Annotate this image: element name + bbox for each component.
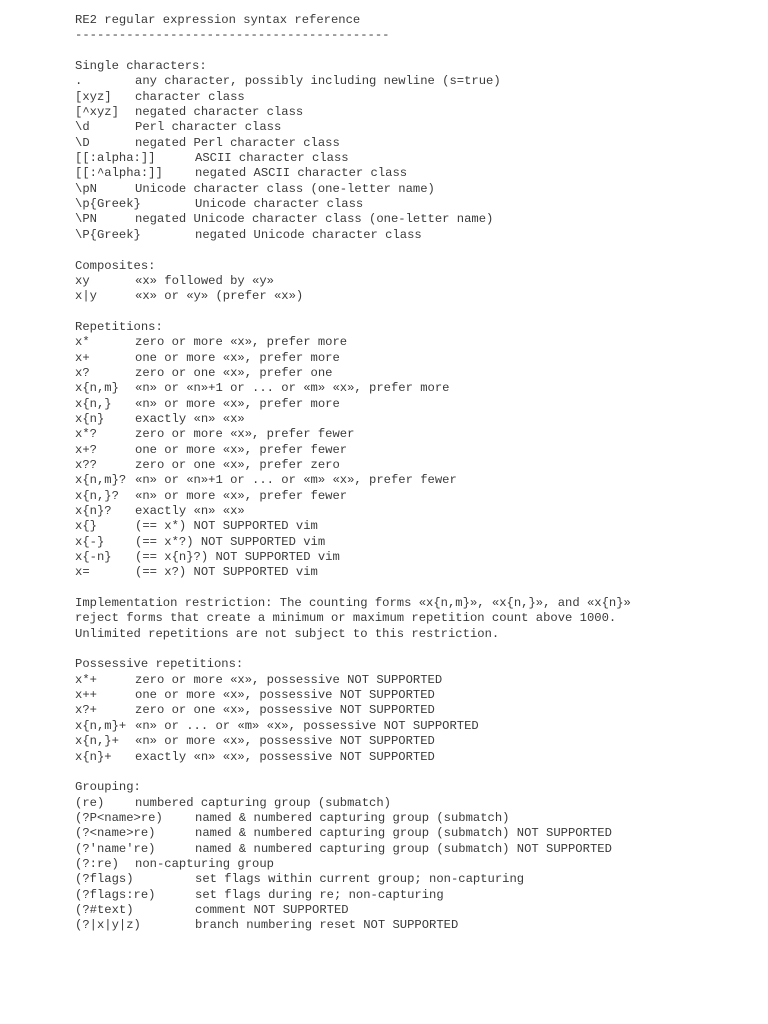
syntax-description: zero or one «x», possessive NOT SUPPORTED [135,703,435,718]
title-underline: ------------------------------------------- [75,28,390,43]
syntax-description: (== x*?) NOT SUPPORTED vim [135,534,326,549]
syntax-description: zero or one «x», prefer zero [135,457,340,472]
syntax-row [75,458,755,473]
syntax-row [75,381,755,396]
composites-rows [75,274,755,305]
single-rows [75,74,755,243]
syntax-token: [[:^alpha:]] [75,166,163,181]
restriction-line-3: Unlimited repetitions are not subject to this restriction. [75,626,500,641]
syntax-row [75,918,755,933]
syntax-token: x{n,}? [75,488,119,503]
syntax-description: comment NOT SUPPORTED [195,902,349,917]
syntax-description: «n» or more «x», prefer fewer [135,488,348,503]
syntax-token: x*+ [75,672,97,687]
syntax-description: one or more «x», prefer fewer [135,442,348,457]
syntax-token: \P{Greek} [75,227,141,242]
syntax-row [75,719,755,734]
syntax-description: set flags during re; non-capturing [195,887,444,902]
syntax-row [75,826,755,841]
syntax-token: (?<name>re) [75,826,156,841]
syntax-row [75,734,755,749]
syntax-description: (== x{n}?) NOT SUPPORTED vim [135,550,340,565]
syntax-description: zero or more «x», prefer more [135,335,348,350]
syntax-token: x{-} [75,534,105,549]
grouping-rows [75,796,755,934]
syntax-row [75,166,755,181]
syntax-token: x?+ [75,703,97,718]
syntax-token: xy [75,273,90,288]
syntax-token: (?|x|y|z) [75,918,141,933]
syntax-description: «n» or «n»+1 or ... or «m» «x», prefer more [135,381,450,396]
syntax-description: ASCII character class [195,151,349,166]
syntax-description: Unicode character class [195,197,364,212]
syntax-description: exactly «n» «x», possessive NOT SUPPORTED [135,749,435,764]
syntax-description: named & numbered capturing group (submatch) [195,810,510,825]
syntax-token: (?'name're) [75,841,156,856]
syntax-token: (?:re) [75,856,119,871]
syntax-description: «x» followed by «y» [135,273,274,288]
syntax-token: . [75,74,83,89]
syntax-row [75,519,755,534]
syntax-token: x{} [75,519,97,534]
syntax-description: zero or one «x», prefer one [135,365,333,380]
syntax-description: exactly «n» «x» [135,411,245,426]
section-heading-composites: Composites: [75,258,156,273]
section-heading-possessive: Possessive repetitions: [75,657,244,672]
syntax-description: negated ASCII character class [195,166,408,181]
syntax-token: x|y [75,289,97,304]
syntax-token: \p{Greek} [75,197,141,212]
syntax-token: x{n,}+ [75,734,119,749]
syntax-row [75,74,755,89]
syntax-description: «n» or more «x», prefer more [135,396,340,411]
syntax-description: character class [135,89,245,104]
syntax-description: (== x?) NOT SUPPORTED vim [135,565,318,580]
syntax-token: x{n,} [75,396,112,411]
syntax-row [75,888,755,903]
syntax-description: branch numbering reset NOT SUPPORTED [195,918,459,933]
syntax-token: x?? [75,457,97,472]
syntax-description: «n» or «n»+1 or ... or «m» «x», prefer fewer [135,473,457,488]
syntax-description: «n» or ... or «m» «x», possessive NOT SUPPORTED [135,718,479,733]
section-heading-repetitions: Repetitions: [75,319,163,334]
syntax-row [75,274,755,289]
syntax-row [75,351,755,366]
syntax-token: x*? [75,427,97,442]
syntax-row [75,182,755,197]
syntax-description: negated Unicode character class [195,227,422,242]
syntax-token: x{n,m} [75,381,119,396]
syntax-description: named & numbered capturing group (submatch) NOT SUPPORTED [195,841,612,856]
syntax-token: (re) [75,795,105,810]
syntax-description: exactly «n» «x» [135,504,245,518]
syntax-row [75,212,755,227]
syntax-token: (?flags:re) [75,887,156,902]
syntax-description: «x» or «y» (prefer «x») [135,289,304,304]
syntax-row [75,811,755,826]
syntax-row [75,197,755,212]
syntax-row [75,550,755,565]
syntax-row [75,857,755,872]
syntax-row [75,136,755,151]
syntax-row [75,427,755,442]
syntax-token: \d [75,120,90,135]
syntax-row [75,504,755,519]
syntax-description: negated character class [135,105,304,120]
syntax-token: [[:alpha:]] [75,151,156,166]
syntax-token: (?P<name>re) [75,810,163,825]
repetitions-rows [75,335,755,581]
restriction-line-1: Implementation restriction: The counting forms «x{n,m}», «x{n,}», and «x{n}» [75,596,631,611]
syntax-token: [^xyz] [75,105,119,120]
syntax-description: (== x*) NOT SUPPORTED vim [135,519,318,534]
syntax-token: (?#text) [75,902,134,917]
syntax-description: non-capturing group [135,856,274,871]
syntax-row [75,105,755,120]
syntax-row [75,443,755,458]
syntax-row [75,473,755,488]
syntax-row [75,565,755,580]
syntax-token: x= [75,565,90,580]
syntax-row [75,703,755,718]
syntax-token: x{n} [75,411,105,426]
section-heading-single: Single characters: [75,59,207,74]
syntax-token: x+ [75,350,90,365]
syntax-token: x++ [75,688,97,703]
syntax-row [75,903,755,918]
syntax-description: Perl character class [135,120,282,135]
syntax-description: Unicode character class (one-letter name) [135,181,435,196]
syntax-token: x{n,m}+ [75,718,127,733]
syntax-row [75,796,755,811]
syntax-token: \D [75,135,90,150]
syntax-token: x{-n} [75,550,112,565]
possessive-rows [75,673,755,765]
syntax-token: x* [75,335,90,350]
syntax-description: any character, possibly including newline (s=true) [135,74,501,89]
syntax-token: x+? [75,442,97,457]
syntax-token: \PN [75,212,97,227]
syntax-row [75,750,755,765]
syntax-description: negated Perl character class [135,135,340,150]
syntax-description: negated Unicode character class (one-letter name) [135,212,494,227]
syntax-row [75,289,755,304]
syntax-row [75,688,755,703]
syntax-description: one or more «x», possessive NOT SUPPORTED [135,688,435,703]
syntax-row [75,397,755,412]
syntax-row [75,535,755,550]
syntax-row [75,151,755,166]
syntax-row [75,335,755,350]
syntax-row [75,489,755,504]
syntax-row [75,120,755,135]
syntax-description: set flags within current group; non-capturing [195,872,525,887]
syntax-token: x? [75,365,90,380]
syntax-token: x{n,m}? [75,473,127,488]
syntax-row [75,366,755,381]
syntax-token: \pN [75,181,97,196]
syntax-description: zero or more «x», possessive NOT SUPPORTED [135,672,443,687]
syntax-row [75,842,755,857]
restriction-line-2: reject forms that create a minimum or maximum repetition count above 1000. [75,611,617,626]
syntax-row [75,228,755,243]
syntax-description: named & numbered capturing group (submatch) NOT SUPPORTED [195,826,612,841]
syntax-description: one or more «x», prefer more [135,350,340,365]
section-heading-grouping: Grouping: [75,780,141,795]
syntax-token: [xyz] [75,89,112,104]
syntax-description: «n» or more «x», possessive NOT SUPPORTED [135,734,435,749]
syntax-row [75,673,755,688]
syntax-row [75,872,755,887]
syntax-reference-document [75,13,755,934]
syntax-row [75,412,755,427]
syntax-token: (?flags) [75,872,134,887]
syntax-description: numbered capturing group (submatch) [135,795,391,810]
syntax-description: zero or more «x», prefer fewer [135,427,355,442]
syntax-token: x{n}+ [75,749,112,764]
syntax-token: x{n}? [75,504,112,518]
document-title: RE2 regular expression syntax reference [75,13,361,27]
syntax-row [75,90,755,105]
